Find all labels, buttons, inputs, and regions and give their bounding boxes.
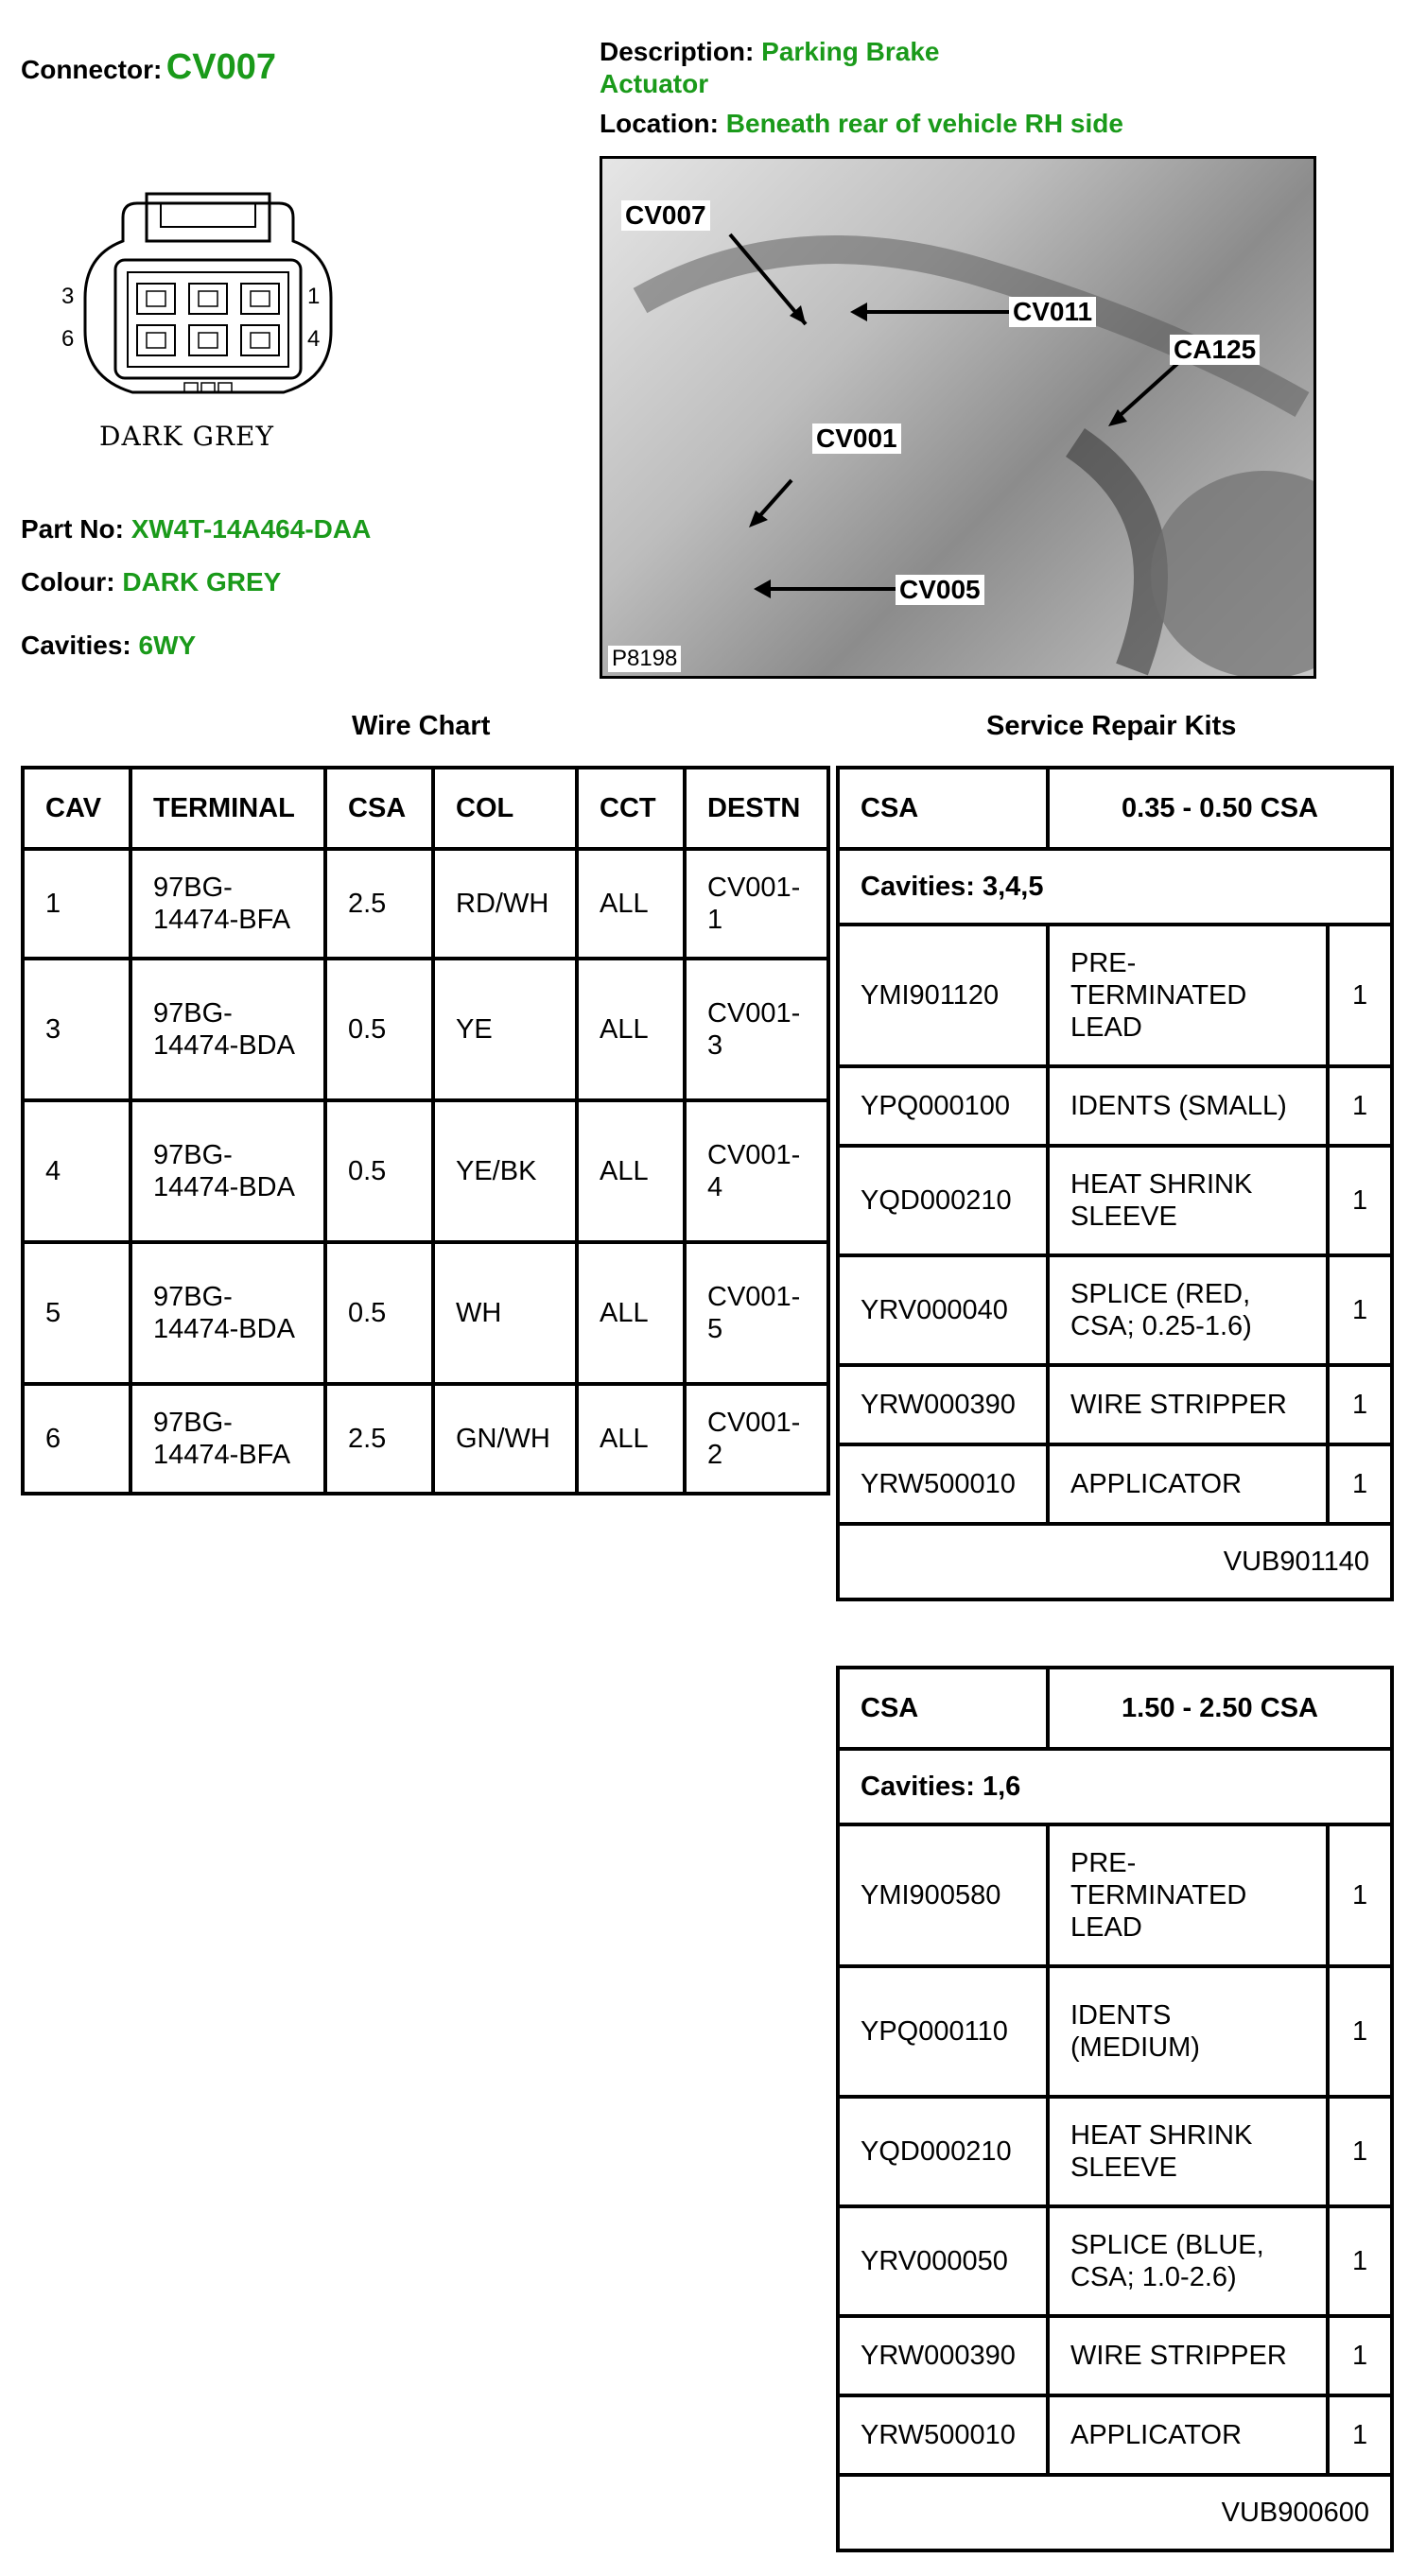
cell-terminal: 97BG-14474-BFA [130,849,325,959]
kit-part-description: SPLICE (RED, CSA; 0.25-1.6) [1048,1255,1328,1365]
cavities-line [21,631,196,661]
header-cav: CAV [23,768,130,849]
kit-part-qty: 1 [1328,2206,1392,2316]
kit2-cavities: Cavities: 1,6 [838,1749,1392,1824]
wire-chart-table [21,766,830,1495]
kit-part-description: HEAT SHRINK SLEEVE [1048,1146,1328,1255]
cell-col: GN/WH [433,1384,577,1494]
cavities-label: Cavities: [21,631,131,660]
kit-part-number: YQD000210 [838,1146,1048,1255]
header-cct: CCT [577,768,685,849]
kit-part-description: PRE-TERMINATED LEAD [1048,925,1328,1066]
cell-terminal: 97BG-14474-BDA [130,959,325,1100]
kit-part-number: YMI900580 [838,1824,1048,1966]
kit2-code: VUB900600 [838,2475,1392,2550]
cell-col: RD/WH [433,849,577,959]
list-item [838,1444,1392,1524]
kit1-csa-range: 0.35 - 0.50 CSA [1048,768,1392,849]
cell-csa: 2.5 [325,1384,433,1494]
cell-destn: CV001-3 [685,959,828,1100]
kit1-code: VUB901140 [838,1524,1392,1599]
cell-terminal: 97BG-14474-BDA [130,1242,325,1384]
cell-csa: 2.5 [325,849,433,959]
cell-cav: 3 [23,959,130,1100]
list-item [838,2097,1392,2206]
pin-label-6: 6 [61,326,75,352]
kit-part-qty: 1 [1328,2316,1392,2395]
callout-cv007: CV007 [621,200,710,231]
cell-col: WH [433,1242,577,1384]
repair-kit-table-2 [836,1666,1394,2552]
cell-destn: CV001-5 [685,1242,828,1384]
kit-part-number: YPQ000100 [838,1066,1048,1146]
header-col: COL [433,768,577,849]
kit-part-number: YRW500010 [838,1444,1048,1524]
kit-part-qty: 1 [1328,1824,1392,1966]
cell-destn: CV001-2 [685,1384,828,1494]
table-row [23,959,828,1100]
cavities-value: 6WY [138,631,197,660]
photo-ref: P8198 [608,646,681,672]
cell-cct: ALL [577,1384,685,1494]
kit1-csa-label: CSA [838,768,1048,849]
connector-value: CV007 [165,47,276,87]
list-item [838,2395,1392,2475]
kit-part-qty: 1 [1328,925,1392,1066]
kit-part-qty: 1 [1328,1966,1392,2097]
connector-label: Connector: [21,55,163,84]
table-row [23,1100,828,1242]
description-label: Description: [600,37,755,66]
location-value: Beneath rear of vehicle RH side [725,109,1123,138]
callout-cv005: CV005 [896,575,984,605]
service-repair-kits-title: Service Repair Kits [986,711,1237,741]
cell-cct: ALL [577,959,685,1100]
header-csa: CSA [325,768,433,849]
repair-kit-table-1 [836,766,1394,1601]
list-item [838,1824,1392,1966]
cell-terminal: 97BG-14474-BDA [130,1100,325,1242]
table-row [23,1384,828,1494]
kit-part-number: YRW000390 [838,2316,1048,2395]
callout-cv011: CV011 [1009,297,1096,327]
list-item [838,2316,1392,2395]
cell-cav: 1 [23,849,130,959]
wire-chart-header-row [23,768,828,849]
kit2-csa-range: 1.50 - 2.50 CSA [1048,1668,1392,1749]
cell-terminal: 97BG-14474-BFA [130,1384,325,1494]
wire-chart-title: Wire Chart [352,711,491,741]
list-item [838,1966,1392,2097]
location-label: Location: [600,109,719,138]
kit-part-number: YMI901120 [838,925,1048,1066]
cell-csa: 0.5 [325,1100,433,1242]
part-no-line [21,514,371,545]
kit-part-number: YRW500010 [838,2395,1048,2475]
kit2-csa-label: CSA [838,1668,1048,1749]
kit-part-description: WIRE STRIPPER [1048,1365,1328,1444]
list-item [838,925,1392,1066]
list-item [838,1255,1392,1365]
kit-part-qty: 1 [1328,1146,1392,1255]
cell-cct: ALL [577,849,685,959]
description-value-line1: Parking Brake [761,37,940,66]
kit-part-description: APPLICATOR [1048,1444,1328,1524]
cell-destn: CV001-1 [685,849,828,959]
pin-label-4: 4 [307,326,321,352]
connector-colour-caption: DARK GREY [99,421,274,452]
kit-part-qty: 1 [1328,1444,1392,1524]
description-value-line2: Actuator [600,69,709,98]
location-photo [600,156,1316,679]
cell-destn: CV001-4 [685,1100,828,1242]
connector-heading [21,47,276,88]
header-destn: DESTN [685,768,828,849]
kit-part-description: APPLICATOR [1048,2395,1328,2475]
list-item [838,1365,1392,1444]
kit-part-number: YPQ000110 [838,1966,1048,2097]
list-item [838,1146,1392,1255]
cell-cav: 4 [23,1100,130,1242]
list-item [838,2206,1392,2316]
cell-cct: ALL [577,1242,685,1384]
colour-value: DARK GREY [122,567,282,596]
cell-cav: 6 [23,1384,130,1494]
cell-csa: 0.5 [325,1242,433,1384]
list-item [838,1066,1392,1146]
description-block [600,36,1123,140]
pin-label-1: 1 [307,284,321,309]
kit-part-description: WIRE STRIPPER [1048,2316,1328,2395]
kit-part-number: YRV000040 [838,1255,1048,1365]
callout-ca125: CA125 [1170,335,1260,365]
kit-part-description: IDENTS (MEDIUM) [1048,1966,1328,2097]
kit-part-description: HEAT SHRINK SLEEVE [1048,2097,1328,2206]
callout-cv001: CV001 [812,424,901,454]
pin-label-3: 3 [61,284,75,309]
colour-line [21,567,281,597]
kit-part-qty: 1 [1328,2395,1392,2475]
table-row [23,849,828,959]
kit-part-qty: 1 [1328,1255,1392,1365]
table-row [23,1242,828,1384]
cell-cav: 5 [23,1242,130,1384]
part-no-value: XW4T-14A464-DAA [130,514,372,544]
cell-csa: 0.5 [325,959,433,1100]
kit1-cavities: Cavities: 3,4,5 [838,849,1392,925]
kit-part-qty: 1 [1328,2097,1392,2206]
cell-col: YE [433,959,577,1100]
kit-part-description: SPLICE (BLUE, CSA; 1.0-2.6) [1048,2206,1328,2316]
kit-part-qty: 1 [1328,1066,1392,1146]
cell-col: YE/BK [433,1100,577,1242]
kit-part-description: PRE-TERMINATED LEAD [1048,1824,1328,1966]
part-no-label: Part No: [21,514,124,544]
kit-part-qty: 1 [1328,1365,1392,1444]
cell-cct: ALL [577,1100,685,1242]
kit-part-number: YRV000050 [838,2206,1048,2316]
header-terminal: TERMINAL [130,768,325,849]
kit-part-number: YQD000210 [838,2097,1048,2206]
kit-part-number: YRW000390 [838,1365,1048,1444]
colour-label: Colour: [21,567,115,596]
kit-part-description: IDENTS (SMALL) [1048,1066,1328,1146]
connector-face-diagram [57,189,359,463]
